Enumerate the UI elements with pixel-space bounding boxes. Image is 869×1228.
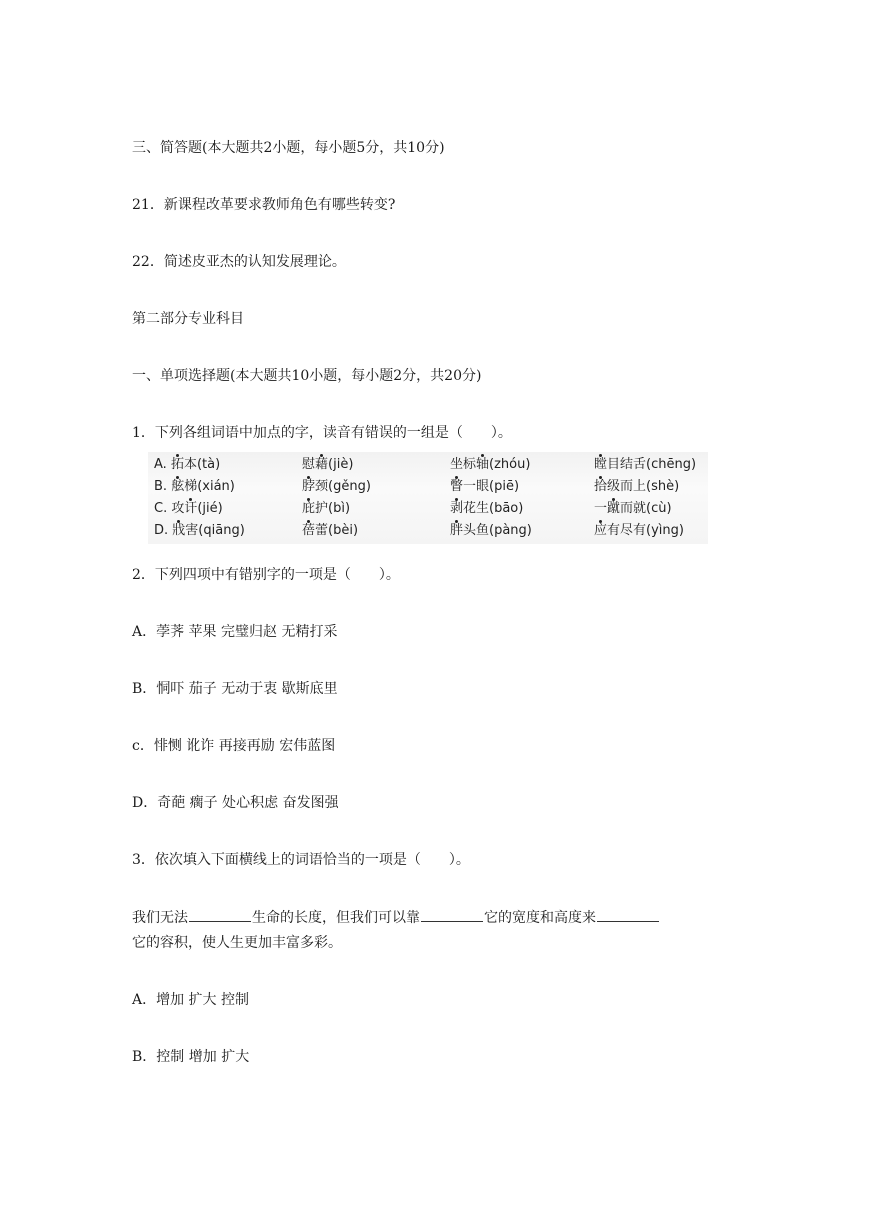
cell-prefix: C. 攻: [154, 501, 185, 516]
dotted-character: 舷: [171, 479, 185, 494]
question-22: 22．简述皮亚杰的认知发展理论。: [132, 254, 346, 270]
blank-3: [597, 907, 659, 922]
cell-suffix: (jiè): [328, 457, 354, 472]
option-cell: [154, 454, 220, 476]
question-2-option-b: B．恫吓 茄子 无动于衷 歇斯底里: [132, 681, 338, 697]
option-cell: [302, 520, 358, 542]
dotted-character: 应: [594, 523, 608, 538]
blank-2: [421, 907, 483, 922]
dotted-character: 轴: [476, 457, 490, 472]
cell-suffix: 梯(xián): [184, 479, 235, 494]
question-2-option-a: A．荸荠 苹果 完璧归赵 无精打采: [132, 624, 338, 640]
dotted-character: 讦: [184, 501, 198, 516]
cell-suffix: 花生(bāo): [463, 501, 524, 516]
cell-prefix: 慰: [302, 457, 316, 472]
cell-suffix: 蕾(bèi): [315, 523, 359, 538]
sentence-part-2: 生命的长度，但我们可以靠: [252, 910, 420, 926]
option-cell: [450, 520, 532, 542]
cell-prefix: B.: [154, 479, 172, 494]
option-cell: [594, 520, 684, 542]
question-1-options-table: [148, 452, 708, 544]
dotted-character: 拾: [594, 479, 608, 494]
cell-suffix: 颈(gěng): [315, 479, 371, 494]
option-cell: [302, 476, 371, 498]
option-row: [148, 476, 708, 498]
option-cell: [302, 498, 350, 520]
cell-prefix: D.: [154, 523, 173, 538]
dotted-character: 剥: [450, 501, 464, 516]
question-3-stem: 3．依次填入下面横线上的词语恰当的一项是（ ）。: [132, 852, 470, 868]
cell-suffix: 目结舌(chēng): [607, 457, 697, 472]
dotted-character: 拓: [170, 457, 184, 472]
section1-heading: 一、单项选择题(本大题共10小题，每小题2分，共20分): [132, 368, 482, 384]
question-3-option-b: B．控制 增加 扩大: [132, 1049, 250, 1065]
cell-suffix: 而就(cù): [620, 501, 672, 516]
cell-suffix: 级而上(shè): [607, 479, 680, 494]
question-2-option-d: D．奇葩 瘸子 处心积虑 奋发图强: [132, 795, 339, 811]
sentence-part-3: 它的宽度和高度来: [484, 910, 596, 926]
sentence-part-1: 我们无法: [132, 910, 188, 926]
dotted-character: 胖: [450, 523, 464, 538]
cell-suffix: 本(tà): [183, 457, 221, 472]
option-cell: [450, 454, 530, 476]
dotted-character: 脖: [302, 479, 316, 494]
option-row: [148, 498, 708, 520]
option-cell: [450, 498, 523, 520]
question-2-option-c: c．悱恻 讹诈 再接再励 宏伟蓝图: [132, 738, 336, 754]
dotted-character: 庇: [302, 501, 316, 516]
dotted-character: 蹴: [607, 501, 621, 516]
option-cell: [450, 476, 519, 498]
option-cell: [154, 476, 235, 498]
part2-title: 第二部分专业科目: [132, 311, 244, 327]
option-cell: [154, 520, 245, 542]
dotted-character: 戕: [172, 523, 186, 538]
cell-suffix: 头鱼(pàng): [463, 523, 532, 538]
dotted-character: 蓓: [302, 523, 316, 538]
cell-suffix: 有尽有(yìng): [607, 523, 684, 538]
dotted-character: 藉: [315, 457, 329, 472]
option-row: [148, 454, 708, 476]
question-2-stem: 2．下列四项中有错别字的一项是（ ）。: [132, 567, 400, 583]
option-cell: [154, 498, 223, 520]
dotted-character: 瞥: [450, 479, 464, 494]
option-cell: [594, 498, 672, 520]
section3-heading: 三、简答题(本大题共2小题，每小题5分，共10分): [132, 140, 445, 156]
cell-suffix: 害(qiāng): [185, 523, 245, 538]
dotted-character: 瞠: [594, 457, 608, 472]
question-3-sentence: [132, 907, 660, 928]
question-1-stem: 1．下列各组词语中加点的字，读音有错误的一组是（ ）。: [132, 425, 512, 441]
option-row: [148, 520, 708, 542]
cell-suffix: 一眼(piē): [463, 479, 520, 494]
option-cell: [594, 454, 696, 476]
option-cell: [302, 454, 353, 476]
cell-prefix: 一: [594, 501, 608, 516]
cell-suffix: (zhóu): [489, 457, 531, 472]
cell-prefix: A.: [154, 457, 171, 472]
question-3-option-a: A．增加 扩大 控制: [132, 992, 250, 1008]
cell-prefix: 坐标: [450, 457, 477, 472]
cell-suffix: (jié): [197, 501, 223, 516]
question-3-sentence-line2: 它的容积，使人生更加丰富多彩。: [132, 935, 342, 951]
question-21: 21．新课程改革要求教师角色有哪些转变?: [132, 197, 396, 213]
option-cell: [594, 476, 679, 498]
blank-1: [189, 907, 251, 922]
cell-suffix: 护(bì): [315, 501, 351, 516]
